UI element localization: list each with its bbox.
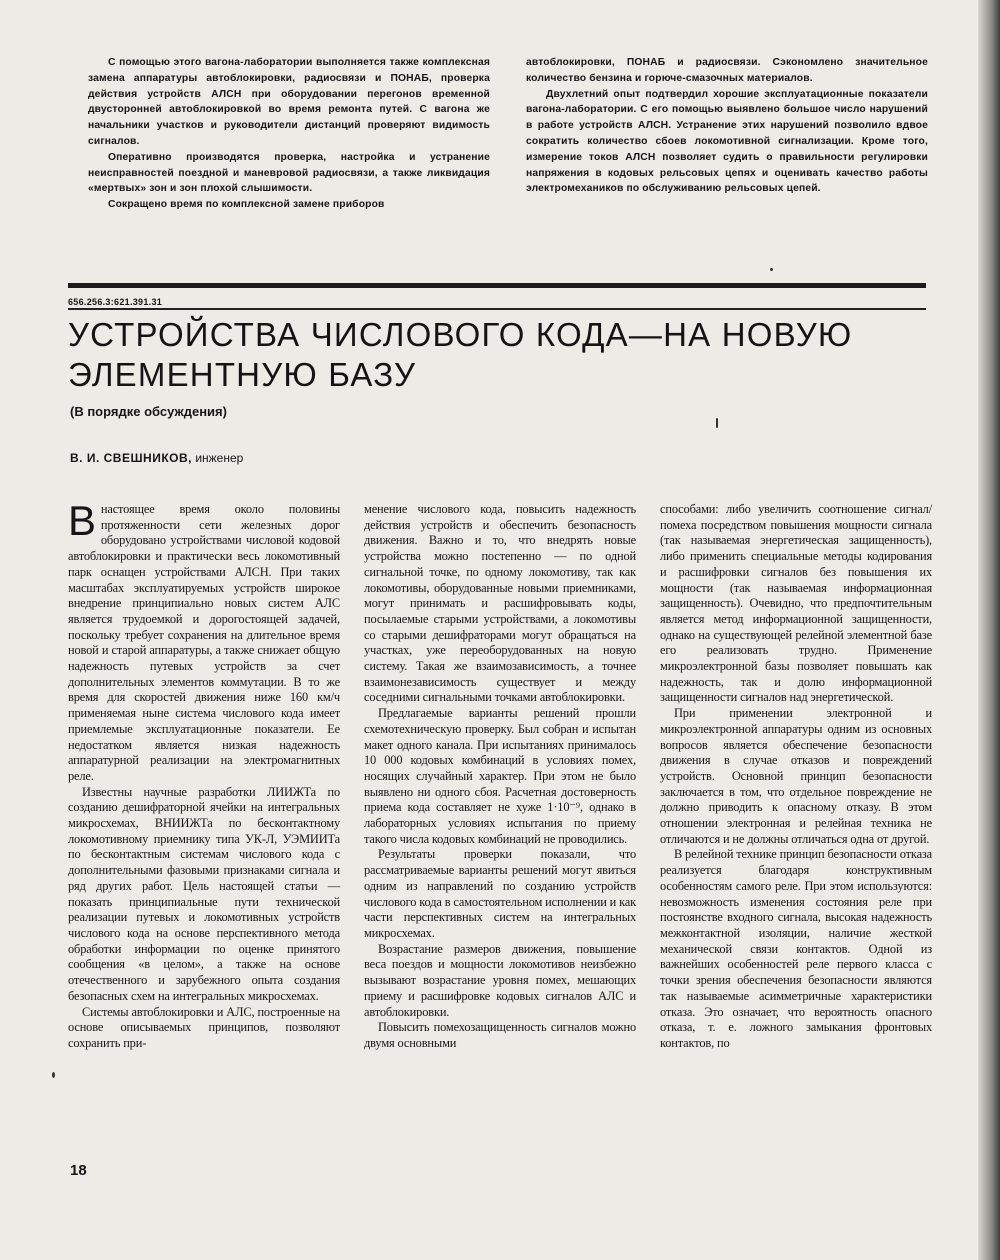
title-line-2: ЭЛЕМЕНТНУЮ БАЗУ (68, 356, 417, 393)
paragraph: Результаты проверки показали, что рассматриваемые варианты решений могут явиться одним из направлений по созданию устройств числового кода в самостоятельном исполнении и как части перспективных систем на интегральных микросхемах. (364, 847, 636, 940)
author-line (70, 451, 243, 465)
paragraph: менение числового кода, повысить надежность действия устройств и обеспечить безопасность движения. Важно и то, что внедрять новые устройства можно постепенно — по одной сигнальной точке, по одному локомотиву, так как локомотивы, оборудованные новыми приемниками, могут принимать и расшифровывать коды, посылаемые старыми устройствами, а локомотивы со старыми дешифраторами могут обращаться на участках, уже переоборудованных на новую систему. Такая же взаимозависимость, а точнее взаимонезависимость существует и между соседними сигнальными точками автоблокировки. (364, 502, 636, 705)
paragraph: автоблокировки, ПОНАБ и радиосвязи. Сэкономлено значительное количество бензина и горюче-смазочных материалов. (526, 57, 928, 84)
body-column-1 (68, 497, 340, 1157)
paragraph: Повысить помехозащищенность сигналов можно двумя основными (364, 1020, 636, 1050)
title-line-1: УСТРОЙСТВА ЧИСЛОВОГО КОДА—НА НОВУЮ (68, 316, 853, 353)
paragraph (68, 497, 340, 785)
paragraph: С помощью этого вагона-лаборатории выполняется также комплексная замена аппаратуры автоблокировки, радиосвязи и ПОНАБ, проверка действия устройств АЛСН при оборудовании перегонов временной двусторонней автоблокировкой во время ремонта путей. С вагона же начальники участков и руководители дистанций проверяют видимость сигналов. (88, 57, 490, 147)
top-left-column (88, 55, 490, 237)
udc-code: 656.256.3:621.391.31 (68, 297, 163, 307)
paragraph: способами: либо увеличить соотношение сигнал/помеха посредством повышения мощности сигнала (так называемая энергетическая защищенность), либо применить специальные методы кодирования и расшифровки сигналов без повышения их мощности (так называемая информационная защищенность). Очевидно, что предпочтительным является метод информационной защищенности, однако на существующей релейной элементной базе его реализовать трудно. Применение микроэлектронной базы позволяет повышать как надежность, так и долю информационной защищенности сигналов над энергетической. (660, 502, 932, 705)
drop-cap: В (68, 497, 96, 544)
author-role: инженер (191, 451, 244, 465)
article-body (68, 497, 933, 1157)
print-speck (52, 1072, 55, 1078)
body-column-2 (364, 502, 636, 1157)
paragraph: Сокращено время по комплексной замене приборов (108, 199, 385, 211)
author-name: В. И. СВЕШНИКОВ, (70, 451, 192, 465)
paragraph: В релейной технике принцип безопасности отказа реализуется благодаря конструктивным особенностям самого реле. При этом используются: невозможность изменения состояния реле при постоянстве входного сигнала, высокая надежность межконтактной изоляции, наличие жесткой механической связи контактов. Одной из важнейших особенностей реле первого класса с точки зрения обеспечения безопасности являются так называемые асимметричные характеристики отказа. Это означает, что вероятность опасного отказа, т. е. ложного замыкания фронтовых контактов, по (660, 847, 933, 1050)
print-speck (716, 418, 718, 428)
paragraph: Оперативно производятся проверка, настройка и устранение неисправностей поездной и маневровой радиосвязи, а также ликвидация «мертвых» зон и зон плохой слышимости. (88, 151, 490, 195)
previous-article-ending (88, 55, 928, 237)
paragraph: Известны научные разработки ЛИИЖТа по созданию дешифраторной ячейки на интегральных микросхемах, ВНИИЖТа по бесконтактному локомотивному приемнику типа УК-Л, УЭМИИТа по бесконтактным системам числового кода с дополнительными фазовыми признаками сигнала и ряд других работ. Цель настоящей статьи — показать принципиальные пути технической реализации путевых и локомотивных устройств числового кода на основе перспективного метода обработки информации по оценке принятого сообщения «в целом», а также на основе отечественного и зарубежного опыта создания безопасных схем на интегральных микросхемах. (68, 784, 340, 1003)
article-title (68, 315, 928, 395)
section-divider-thin (68, 308, 926, 310)
top-right-column (526, 55, 928, 237)
section-divider-thick (68, 283, 926, 288)
paragraph: Возрастание размеров движения, повышение веса поездов и мощности локомотивов неизбежно вызывают возрастание уровня помех, мешающих приему и расшифровке кодовых сигналов АЛС и автоблокировки. (364, 941, 636, 1019)
paragraph-text: настоящее время около половины протяженности сети железных дорог оборудовано устройствами числовой кодовой автоблокировки и практически весь локомотивный парк оснащен устройствами АЛСН. При таких масштабах эксплуатируемых устройств широкое внедрение принципиально новых систем АЛС является трудоемкой и дорогостоящей задачей, поскольку требует сохранения на длительное время новой и старой аппаратуры, а также снижает общую надежность путевых устройств за счет дополнительных элементов коммутации. В то же время для скоростей движения ниже 160 км/ч применяемая ныне система числового кода имеет приемлемые эксплуатационные показатели. Ее недостатком является низкая надежность аппаратурной реализации на электромагнитных реле. (68, 502, 340, 783)
body-column-3 (660, 502, 932, 1157)
article-rubric: (В порядке обсуждения) (70, 404, 227, 419)
paragraph: При применении электронной и микроэлектронной аппаратуры одним из основных вопросов является обеспечение безопасности движения в случае отказов и повреждений устройств. Основной принцип безопасности заключается в том, что отдельное повреждение не должно приводить к опасному отказу. В этом отношении электронная и релейная техника не отличаются и не должны отличаться одна от другой. (660, 706, 932, 846)
paragraph: Двухлетний опыт подтвердил хорошие эксплуатационные показатели вагона-лаборатории. С его помощью выявлено большое число нарушений в работе устройств АЛСН. Устранение этих нарушений позволило вдвое сократить количество сбоев локомотивной сигнализации. Кроме того, измерение токов АЛСН позволяет судить о правильности регулировки напряжения в кодовых рельсовых цепях и оценивать качество работы электромехаников по обслуживанию рельсовых цепей. (526, 88, 928, 195)
page-edge-shadow (978, 0, 1000, 1260)
page-number: 18 (70, 1162, 87, 1179)
paragraph: Предлагаемые варианты решений прошли схемотехническую проверку. Был собран и испытан макет одного канала. При испытаниях принималось 10 000 кодовых комбинаций в условиях помех, носящих случайный характер. При этом не было выявлено ни одного сбоя. Расчетная достоверность приема кода составляет не хуже 1·10⁻⁹, однако в лабораторных условиях испытания по приему такого числа кодовых комбинаций не проводились. (364, 706, 636, 846)
paragraph: Системы автоблокировки и АЛС, построенные на основе описываемых принципов, позволяют сохранить при- (68, 1004, 340, 1050)
print-speck (770, 268, 773, 271)
